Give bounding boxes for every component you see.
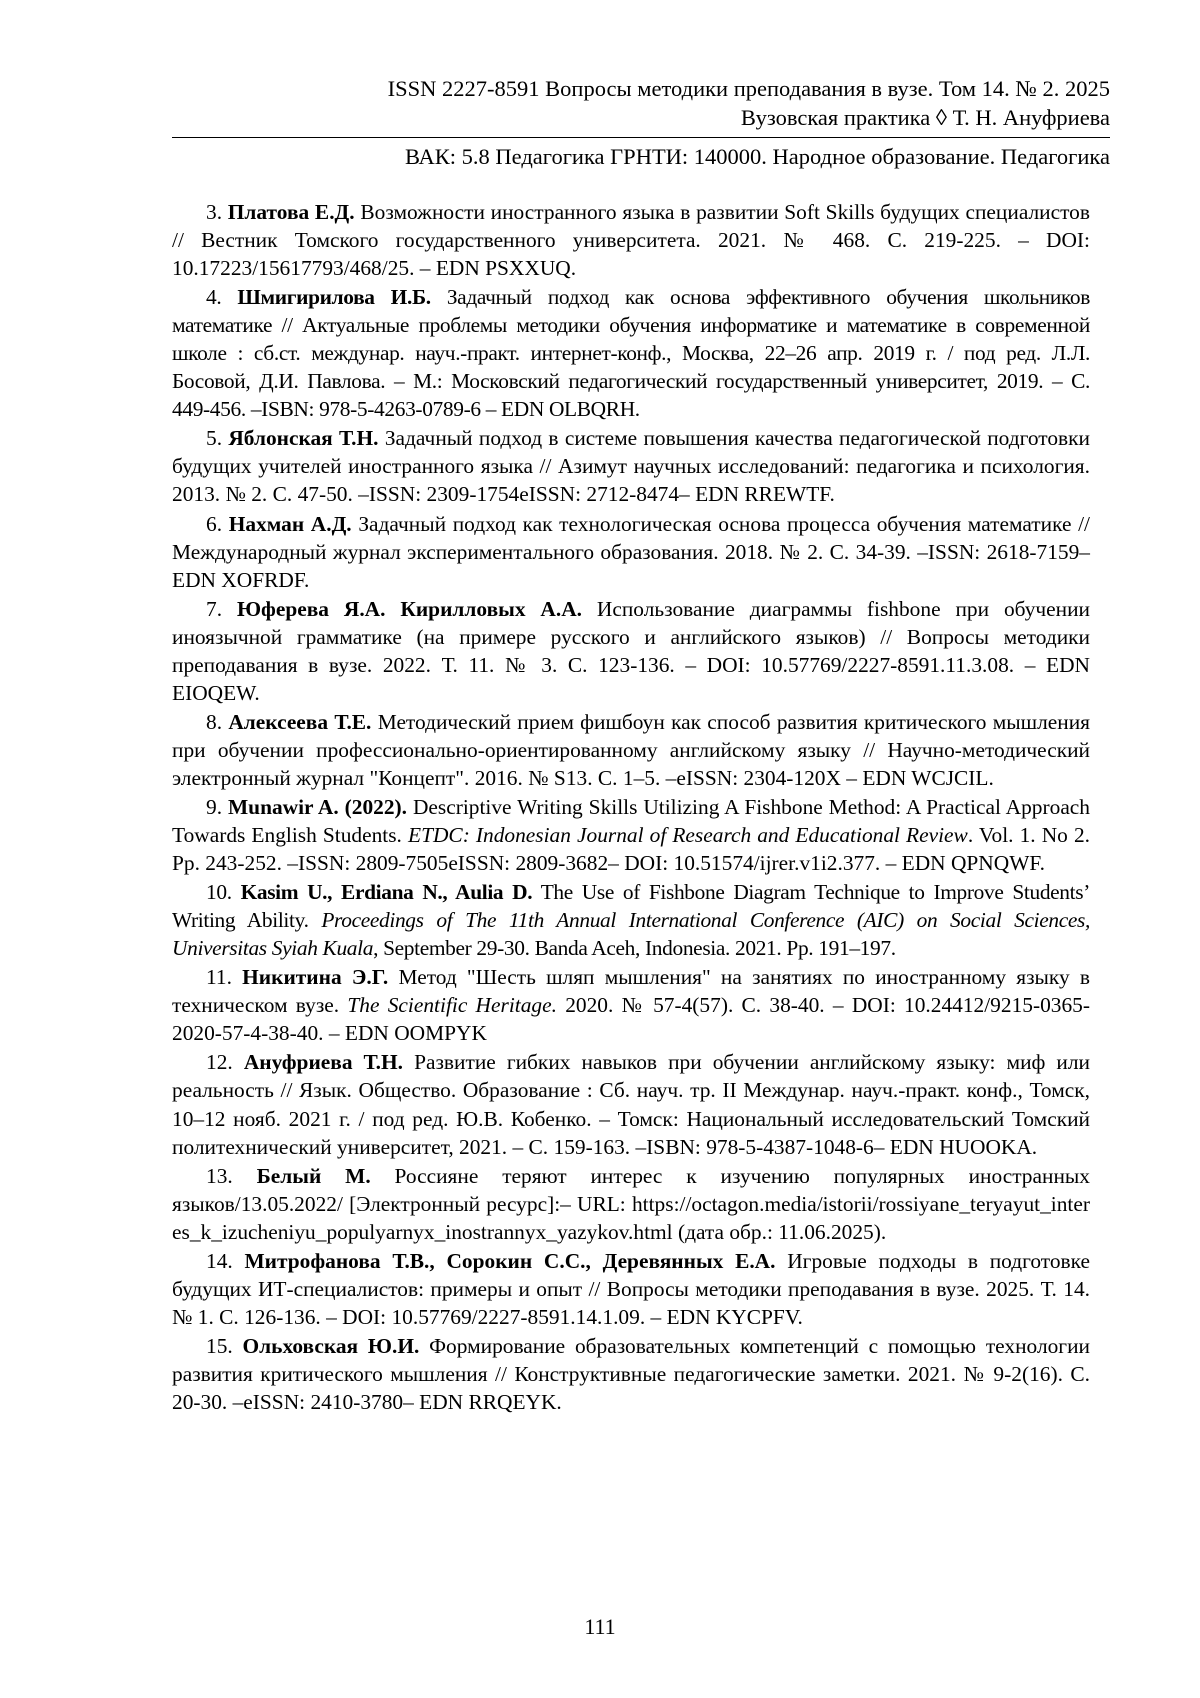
reference-authors: Нахман А.Д. [228, 511, 352, 536]
reference-authors: Алексеева Т.Е. [228, 709, 372, 734]
reference-number: 12. [206, 1050, 233, 1075]
reference-item [172, 793, 1090, 877]
reference-authors: Munawir A. (2022). [227, 794, 407, 819]
reference-item [172, 1048, 1090, 1160]
reference-item [172, 198, 1090, 282]
reference-number: 15. [206, 1333, 233, 1358]
reference-number: 4. [206, 285, 222, 310]
reference-authors: Митрофанова Т.В., Сорокин С.С., Деревянных Е.А. [244, 1248, 776, 1273]
reference-journal: ETDC: Indonesian Journal of Research and Educational Review [408, 823, 968, 848]
reference-number: 11. [206, 965, 232, 990]
reference-text: Россияне теряют интерес к изучению популярных иностранных языков/13.05.2022/ [Электронный ресурс]:– URL: [172, 1163, 1090, 1216]
reference-text-tail: , September 29-30. Banda Aceh, Indonesia. 2021. Pp. 191–197. [373, 936, 896, 961]
reference-item [172, 595, 1090, 707]
reference-item [172, 424, 1090, 508]
reference-text: Игровые подходы в подготовке будущих ИТ-специалистов: примеры и опыт // Вопросы методики преподавания в вузе. 2025. Т. 14. № 1. С. 126-136. – DOI: 10.57769/2227-8591.14.1.09. – EDN KYCPFV. [172, 1248, 1090, 1329]
reference-text: Задачный подход как технологическая основа процесса обучения математике // Международный журнал экспериментального образования. 2018. № 2. С. 34-39. –ISSN: 2618-7159– EDN XOFRDF. [172, 511, 1090, 592]
reference-text: Возможности иностранного языка в развитии Soft Skills будущих специалистов // Вестник Томского государственного университета. 2021. № 468. С. 219-225. – DOI: 10.17223/15617793/468/25. – EDN PSXXUQ. [172, 200, 1090, 281]
reference-journal: The Scientific Heritage. [347, 993, 557, 1018]
reference-text: Descriptive Writing Skills Utilizing A Fishbone Method: A Practical Approach Towards English Students. [172, 794, 1090, 848]
reference-text-tail: 2020. № 57-4(57). С. 38-40. – DOI: 10.24412/9215-0365-2020-57-4-38-40. – EDN OOMPYK [172, 993, 1090, 1046]
reference-text: Развитие гибких навыков при обучении английскому языку: миф или реальность // Язык. Общество. Образование : Сб. науч. тр. II Междунар. науч.-практ. конф., Томск, 10–12 нояб. 2021 г. / под ред. Ю.В. Кобенко. – Томск: Национальный исследовательский Томский политехнический университет, 2021. – С. 159-163. –ISBN: 978-5-4387-1048-6– EDN HUOOKA. [172, 1050, 1090, 1159]
reference-number: 5. [206, 426, 223, 451]
reference-authors: Платова Е.Д. [227, 200, 355, 224]
header-rule [172, 137, 1110, 138]
reference-number: 14. [206, 1248, 233, 1273]
reference-journal: Proceedings of The 11th Annual International Conference (AIC) on Social Sciences, Universitas Syiah Kuala [172, 908, 1091, 961]
reference-list [172, 198, 1090, 1417]
reference-text: Формирование образовательных компетенций с помощью технологии развития критического мышления // Конструктивные педагогические заметки. 2021. № 9-2(16). С. 20-30. –eISSN: 2410-3780– EDN RRQEYK. [172, 1333, 1090, 1414]
reference-authors: Никитина Э.Г. [242, 965, 389, 990]
reference-authors: Юферева Я.А. Кирилловых А.А. [236, 596, 583, 621]
reference-text: Методический прием фишбоун как способ развития критического мышления при обучении профессионально-ориентированному английскому языку // Научно-методический электронный журнал "Концепт". 2016. № S13. С. 1–5. –eISSN: 2304-120X – EDN WCJCIL. [172, 709, 1091, 790]
reference-item [172, 963, 1090, 1047]
reference-number: 10. [206, 880, 232, 905]
reference-number: 7. [206, 596, 223, 621]
reference-number: 9. [206, 794, 223, 819]
reference-authors: Яблонская Т.Н. [228, 426, 379, 451]
reference-text: Задачный подход в системе повышения качества педагогической подготовки будущих учителей иностранного языка // Азимут научных исследований: педагогика и психология. 2013. № 2. С. 47-50. –ISSN: 2309-1754eISSN: 2712-8474– EDN RREWTF. [172, 426, 1090, 507]
running-header [172, 74, 1110, 171]
reference-text: Использование диаграммы fishbone при обучении иноязычной грамматике (на примере русского и английского языков) // Вопросы методики преподавания в вузе. 2022. Т. 11. № 3. С. 123-136. – DOI: 10.57769/2227-8591.11.3.08. – EDN EIOQEW. [172, 596, 1090, 705]
reference-item [172, 283, 1090, 423]
reference-number: 13. [206, 1163, 233, 1188]
reference-item [172, 878, 1090, 962]
reference-item [172, 1162, 1090, 1246]
reference-authors: Ольховская Ю.И. [242, 1333, 420, 1358]
journal-issn-line: ISSN 2227-8591 Вопросы методики преподавания в вузе. Том 14. № 2. 2025 [387, 76, 1110, 101]
classification-line: ВАК: 5.8 Педагогика ГРНТИ: 140000. Народное образование. Педагогика [404, 144, 1110, 169]
reference-text: The Use of Fishbone Diagram Technique to Improve Students’ Writing Ability. [172, 880, 1090, 933]
reference-text: Задачный подход как основа эффективного обучения школьников математике // Актуальные проблемы методики обучения информатике и математике в современной школе : сб.ст. междунар. науч.-практ. интернет-конф., Москва, 22–26 апр. 2019 г. / под ред. Л.Л. Босовой, Д.И. Павлова. – М.: Московский педагогический государственный университет, 2019. – С. 449-456. –ISBN: 978-5-4263-0789-6 – EDN OLBQRH. [172, 285, 1091, 422]
reference-item [172, 708, 1090, 792]
reference-item [172, 1332, 1090, 1416]
reference-number: 6. [206, 511, 223, 536]
section-author-line: Вузовская практика ◊ Т. Н. Ануфриева [740, 105, 1110, 130]
reference-item [172, 510, 1090, 594]
reference-authors: Белый М. [256, 1163, 371, 1188]
reference-authors: Ануфриева Т.Н. [243, 1050, 404, 1075]
reference-number: 8. [206, 709, 223, 734]
reference-text-tail: (дата обр.: 11.06.2025). [672, 1219, 887, 1244]
reference-authors: Kasim U., Erdiana N., Aulia D. [240, 880, 533, 905]
reference-item [172, 1247, 1090, 1331]
reference-text-tail: . Vol. 1. No 2. Pp. 243-252. –ISSN: 2809-7505eISSN: 2809-3682– DOI: 10.51574/ijrer.v1i2.377. – EDN QPNQWF. [172, 823, 1090, 876]
page-number: 111 [584, 1614, 616, 1639]
reference-number: 3. [206, 200, 223, 224]
reference-authors: Шмигирилова И.Б. [237, 285, 431, 310]
reference-url-link[interactable]: https://octagon.media/istorii/rossiyane_teryayut_interes_k_izucheniyu_populyarnyx_inostrannyx_yazykov.html [172, 1191, 1090, 1244]
reference-text: Метод "Шесть шляп мышления" на занятиях по иностранному языку в техническом вузе. [172, 965, 1090, 1018]
